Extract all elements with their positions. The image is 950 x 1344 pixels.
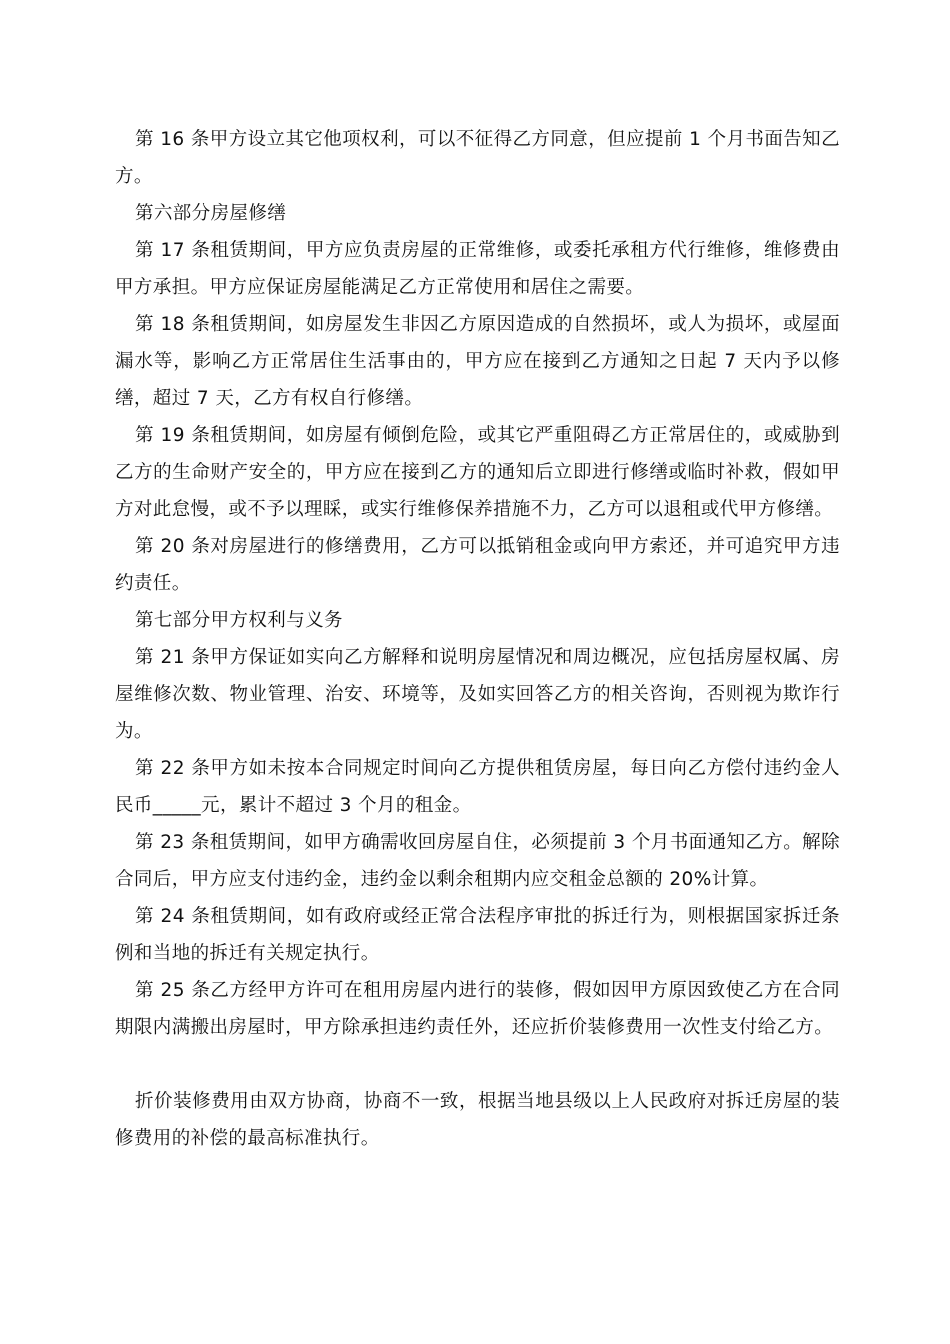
clause-22: 第 22 条甲方如未按本合同规定时间向乙方提供租赁房屋，每日向乙方偿付违约金人民币_____元，累计不超过 3 个月的租金。 — [115, 758, 840, 816]
clause-19: 第 19 条租赁期间，如房屋有倾倒危险，或其它严重阻碍乙方正常居住的，或威胁到乙方的生命财产安全的，甲方应在接到乙方的通知后立即进行修缮或临时补救，假如甲方对此怠慢，或不予以理睬，或实行维修保养措施不力，乙方可以退租或代甲方修缮。 — [115, 425, 840, 520]
clause-20: 第 20 条对房屋进行的修缮费用，乙方可以抵销租金或向甲方索还，并可追究甲方违约责任。 — [115, 536, 840, 594]
clause-23: 第 23 条租赁期间，如甲方确需收回房屋自住，必须提前 3 个月书面通知乙方。解除合同后，甲方应支付违约金，违约金以剩余租期内应交租金总额的 20%计算。 — [115, 832, 840, 890]
clause-18: 第 18 条租赁期间，如房屋发生非因乙方原因造成的自然损坏，或人为损坏，或屋面漏水等，影响乙方正常居住生活事由的，甲方应在接到乙方通知之日起 7 天内予以修缮，超过 7 天，乙方有权自行修缮。 — [115, 314, 840, 409]
clause-24: 第 24 条租赁期间，如有政府或经正常合法程序审批的拆迁行为，则根据国家拆迁条例和当地的拆迁有关规定执行。 — [115, 906, 840, 964]
clause-21: 第 21 条甲方保证如实向乙方解释和说明房屋情况和周边概况，应包括房屋权属、房屋维修次数、物业管理、治安、环境等，及如实回答乙方的相关咨询，否则视为欺诈行为。 — [115, 647, 840, 742]
clause-25: 第 25 条乙方经甲方许可在租用房屋内进行的装修，假如因甲方原因致使乙方在合同期限内满搬出房屋时，甲方除承担违约责任外，还应折价装修费用一次性支付给乙方。 — [115, 980, 840, 1038]
renovation-compensation-paragraph: 折价装修费用由双方协商，协商不一致，根据当地县级以上人民政府对拆迁房屋的装修费用的补偿的最高标准执行。 — [115, 1091, 840, 1149]
clause-17: 第 17 条租赁期间，甲方应负责房屋的正常维修，或委托承租方代行维修，维修费由甲方承担。甲方应保证房屋能满足乙方正常使用和居住之需要。 — [115, 240, 840, 298]
section-heading-part-6: 第六部分房屋修缮 — [135, 203, 287, 224]
clause-16: 第 16 条甲方设立其它他项权利，可以不征得乙方同意，但应提前 1 个月书面告知乙方。 — [115, 129, 840, 187]
section-heading-part-7: 第七部分甲方权利与义务 — [135, 610, 343, 631]
blank-line — [115, 1046, 840, 1083]
document-body — [115, 121, 840, 1157]
